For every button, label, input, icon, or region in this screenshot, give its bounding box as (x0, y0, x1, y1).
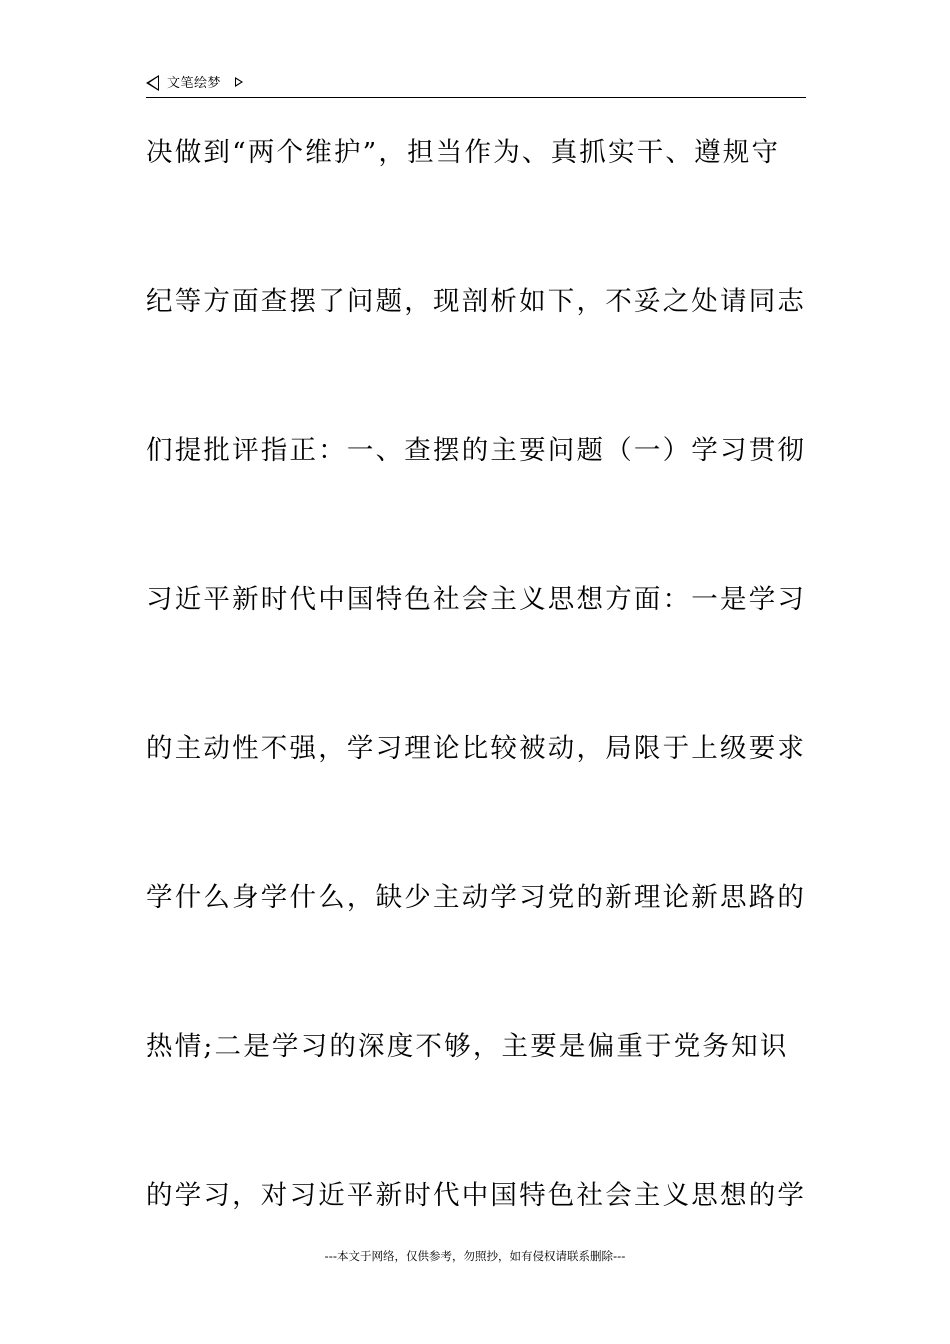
body-line: 习近平新时代中国特色社会主义思想方面：一是学习 (146, 584, 807, 615)
header-divider (146, 97, 806, 98)
body-line: 决做到“两个维护”，担当作为、真抓实干、遵规守 (146, 137, 781, 168)
header-title: 文笔绘梦 (167, 76, 222, 91)
right-triangle-icon (235, 77, 243, 87)
body-line: 热情;二是学习的深度不够，主要是偏重于党务知识 (146, 1031, 789, 1062)
left-triangle-icon (146, 75, 159, 91)
body-line: 学什么身学什么，缺少主动学习党的新理论新思路的 (146, 882, 807, 913)
body-line: 们提批评指正：一、查摆的主要问题（一）学习贯彻 (146, 435, 807, 466)
page-footer-disclaimer: ---本文于网络，仅供参考，勿照抄，如有侵权请联系删除--- (324, 1249, 626, 1263)
body-line: 纪等方面查摆了问题，现剖析如下，不妥之处请同志 (146, 286, 807, 317)
page-header (146, 74, 806, 98)
body-line: 的学习，对习近平新时代中国特色社会主义思想的学 (146, 1180, 807, 1211)
body-line: 的主动性不强，学习理论比较被动，局限于上级要求 (146, 733, 807, 764)
document-body (146, 129, 806, 1321)
